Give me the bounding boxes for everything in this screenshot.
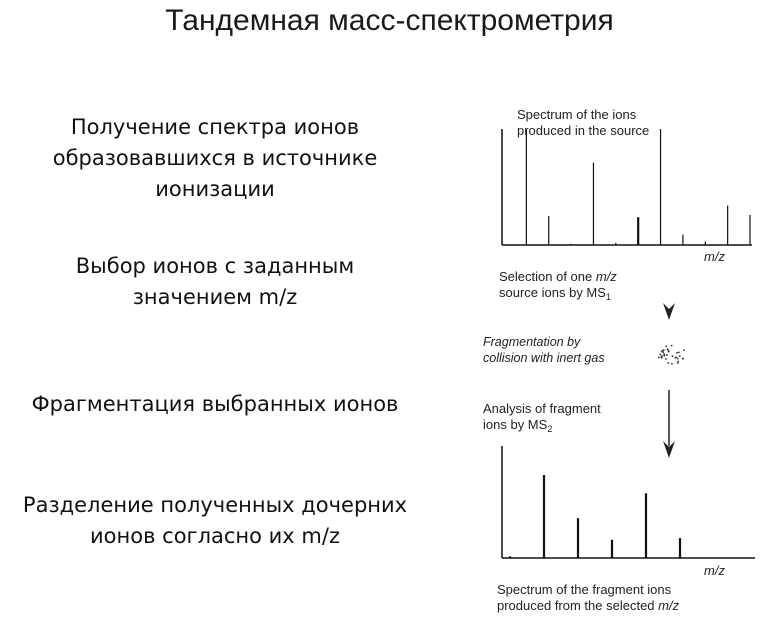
selection-caption-line1: Selection of one m/z [499,269,617,284]
analysis-caption-line1: Analysis of fragment [483,401,601,416]
gas-particle [675,357,677,359]
spectrum1-axis-label: m/z [704,249,725,264]
gas-particle [663,349,665,351]
gas-particle [665,358,667,360]
gas-particle [663,354,665,356]
gas-particle [678,351,680,353]
spectrum1-peaks [504,129,750,245]
spectrum2-axis-label: m/z [704,563,725,578]
step-line: Разделение полученных дочерних [22,493,408,517]
step-line: ионов согласно их m/z [90,524,340,548]
step-line: Выбор ионов с заданным [75,254,355,278]
gas-particle [659,354,661,356]
arrow-down-icon [663,303,675,320]
analysis-caption-line2: ions by $MS_2$ [483,417,553,434]
gas-particle [677,358,679,360]
selection-caption-line2: source ions by $MS_1$ [499,285,611,302]
gas-particle [679,355,681,357]
gas-particle [661,355,663,357]
slide-title: Тандемная масс-спектрометрия [165,4,614,37]
gas-particle [677,362,679,364]
gas-particle [671,345,673,347]
gas-particle [665,346,667,348]
spectrum2-caption-line1: Spectrum of the fragment ions [497,582,672,597]
step-line: значением m/z [132,285,298,309]
gas-particle [662,351,664,353]
inert-gas-particles-icon [658,345,685,365]
spectrum1-caption-line: Spectrum of the ions [517,107,637,122]
fragmentation-caption-line: collision with inert gas [483,351,605,365]
gas-particle [683,349,685,351]
step-line: Получение спектра ионов [70,115,360,139]
fragmentation-caption-line: Fragmentation by [483,335,581,349]
gas-particle [658,357,660,359]
spectrum2-peaks [510,475,680,558]
gas-particle [677,361,679,363]
gas-particle [672,355,674,357]
spectrum2-caption-line2: produced from the selected m/z [497,598,680,613]
gas-particle [667,348,669,350]
step-line: Фрагментация выбранных ионов [31,392,399,416]
step-line: ионизации [155,177,275,201]
gas-particle [671,363,673,365]
gas-particle [666,354,668,356]
gas-particle [682,358,684,360]
spectrum1-caption-line: produced in the source [517,123,650,138]
gas-particle [676,352,678,354]
step-line: образовавшихся в источнике [52,146,378,170]
gas-particle [667,362,669,364]
